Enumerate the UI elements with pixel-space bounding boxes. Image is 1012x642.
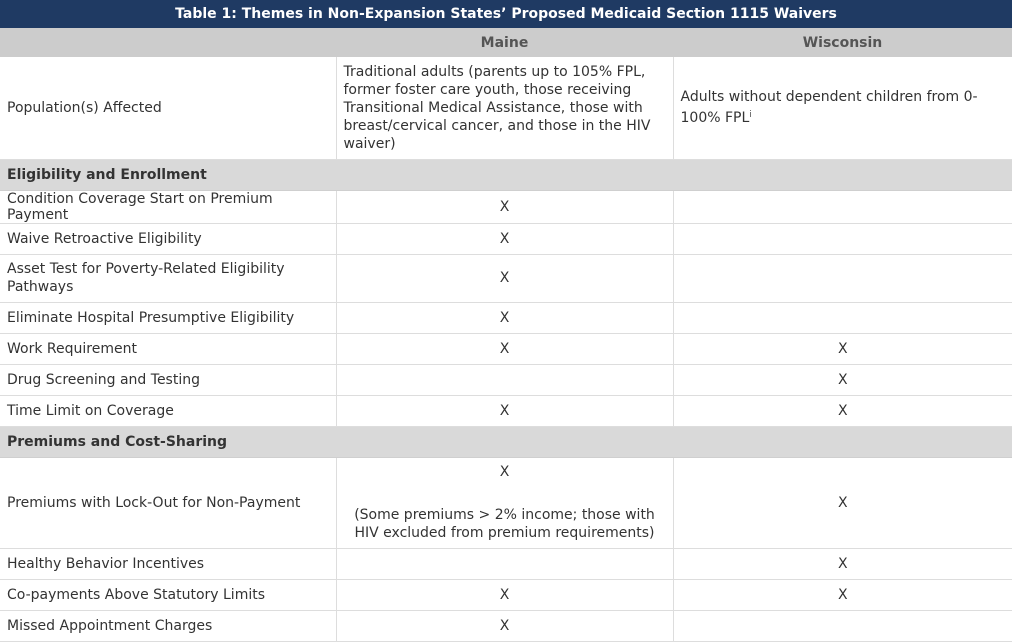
- section-title: Premiums and Cost-Sharing: [0, 426, 1012, 457]
- maine-mark: X: [336, 610, 673, 641]
- wisconsin-mark: [673, 610, 1012, 641]
- wisconsin-mark: X: [673, 364, 1012, 395]
- row-label: Eliminate Hospital Presumptive Eligibility: [0, 302, 336, 333]
- cell-spacer: [344, 480, 666, 506]
- population-row: [0, 57, 1012, 159]
- population-wisconsin-text: Adults without dependent children from 0-100% FPL: [680, 89, 978, 127]
- maine-mark: X: [336, 302, 673, 333]
- maine-mark: X: [336, 333, 673, 364]
- maine-note: (Some premiums > 2% income; those with HIV excluded from premium requirements): [354, 506, 655, 541]
- table-row: [0, 610, 1012, 641]
- row-label: Condition Coverage Start on Premium Payment: [0, 190, 336, 223]
- population-label: Population(s) Affected: [0, 57, 336, 159]
- wisconsin-mark: X: [673, 457, 1012, 548]
- table-row: [0, 579, 1012, 610]
- row-label: Missed Appointment Charges: [0, 610, 336, 641]
- table-row: [0, 548, 1012, 579]
- row-label: Drug Screening and Testing: [0, 364, 336, 395]
- section-header-row: [0, 159, 1012, 190]
- row-label: Healthy Behavior Incentives: [0, 548, 336, 579]
- wisconsin-mark: [673, 190, 1012, 223]
- column-header-wisconsin: Wisconsin: [673, 28, 1012, 57]
- table-row: [0, 457, 1012, 548]
- table-row: [0, 302, 1012, 333]
- wisconsin-mark: X: [673, 548, 1012, 579]
- population-maine: Traditional adults (parents up to 105% FPL, former foster care youth, those receiving Transitional Medical Assistance, those with breast/cervical cancer, and those in the HIV waiver): [336, 57, 673, 159]
- maine-mark: X: [336, 395, 673, 426]
- wisconsin-mark: X: [673, 333, 1012, 364]
- section-header-row: [0, 426, 1012, 457]
- wisconsin-mark: [673, 223, 1012, 254]
- population-wisconsin: [673, 57, 1012, 159]
- table-row: [0, 333, 1012, 364]
- table-row: [0, 254, 1012, 302]
- table-row: [0, 395, 1012, 426]
- wisconsin-mark: X: [673, 395, 1012, 426]
- row-label: Co-payments Above Statutory Limits: [0, 579, 336, 610]
- maine-mark: [336, 548, 673, 579]
- section-title: Eligibility and Enrollment: [0, 159, 1012, 190]
- table-row: [0, 190, 1012, 223]
- row-label: Premiums with Lock-Out for Non-Payment: [0, 457, 336, 548]
- maine-mark: X: [336, 223, 673, 254]
- wisconsin-mark: X: [673, 579, 1012, 610]
- row-label: Time Limit on Coverage: [0, 395, 336, 426]
- column-header-row: [0, 28, 1012, 57]
- maine-mark: X: [336, 579, 673, 610]
- wisconsin-mark: [673, 254, 1012, 302]
- column-header-maine: Maine: [336, 28, 673, 57]
- maine-mark: [336, 364, 673, 395]
- footnote-marker[interactable]: i: [749, 110, 752, 121]
- row-label: Asset Test for Poverty-Related Eligibility Pathways: [0, 254, 336, 302]
- table-title: Table 1: Themes in Non-Expansion States’ Proposed Medicaid Section 1115 Waivers: [0, 0, 1012, 28]
- table-title-row: [0, 0, 1012, 28]
- row-label: Work Requirement: [0, 333, 336, 364]
- maine-mark: X: [336, 190, 673, 223]
- table-row: [0, 364, 1012, 395]
- column-header-theme: [0, 28, 336, 57]
- maine-cell: [336, 457, 673, 548]
- maine-mark: X: [336, 254, 673, 302]
- row-label: Waive Retroactive Eligibility: [0, 223, 336, 254]
- maine-mark: X: [499, 463, 510, 480]
- table-row: [0, 223, 1012, 254]
- wisconsin-mark: [673, 302, 1012, 333]
